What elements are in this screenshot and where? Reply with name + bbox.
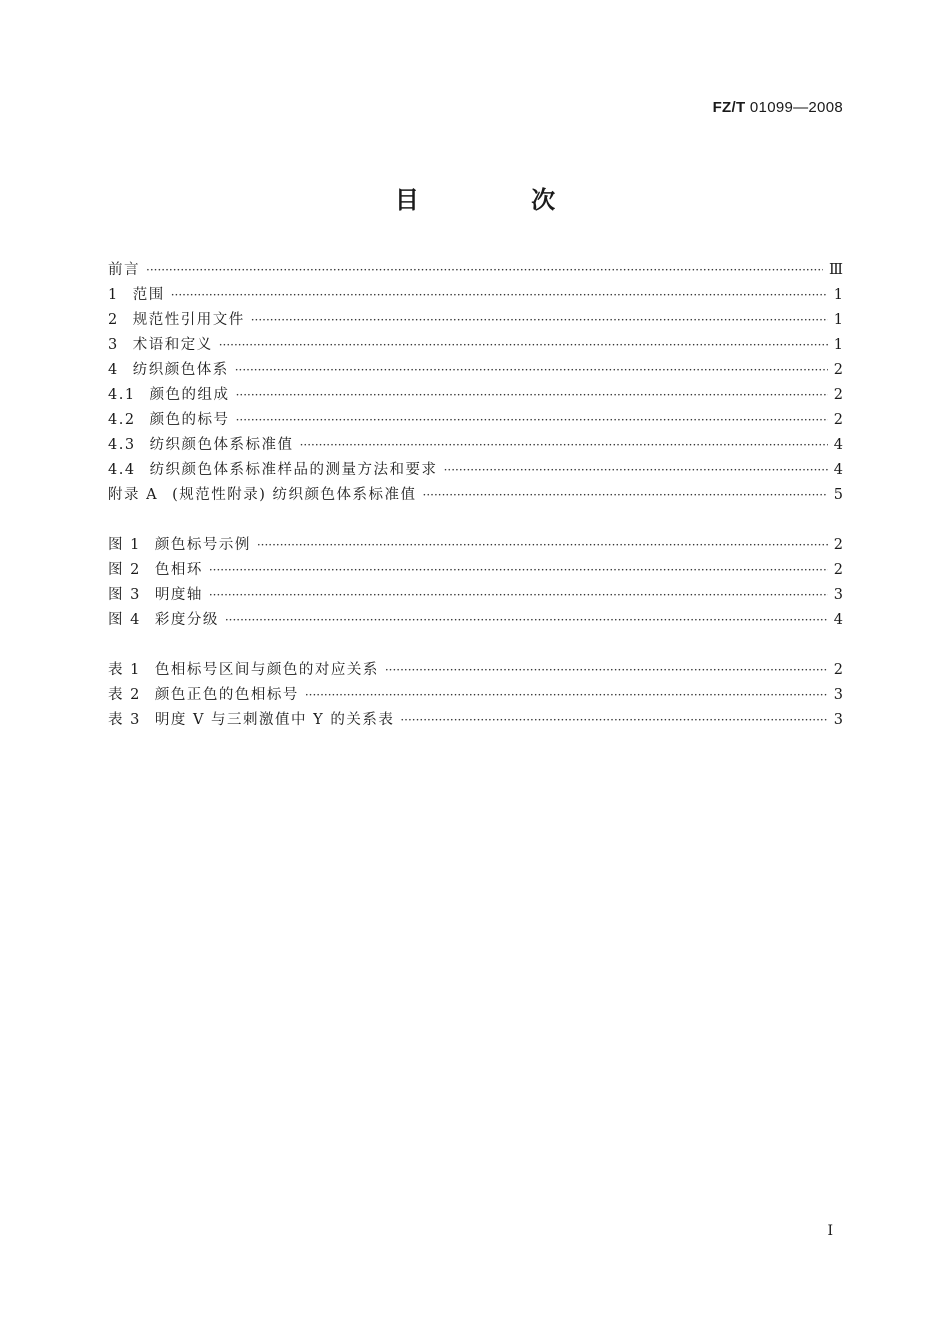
toc-entry-page: 3 bbox=[833, 712, 843, 728]
toc-entry-title: 术语和定义 bbox=[132, 337, 213, 353]
toc-leader-dots bbox=[257, 533, 828, 558]
toc-entry-number: 1 bbox=[108, 287, 119, 303]
toc-leader-dots bbox=[400, 708, 827, 733]
toc-entry[interactable] bbox=[108, 708, 843, 733]
toc-entry-number: 4.2 bbox=[108, 412, 136, 428]
toc-entry-number: 4.1 bbox=[108, 387, 136, 403]
toc-entry-page: 3 bbox=[833, 687, 843, 703]
toc-leader-dots bbox=[235, 358, 828, 383]
toc-entry[interactable] bbox=[108, 683, 843, 708]
standard-code bbox=[713, 99, 843, 116]
toc-entry-number: 4.3 bbox=[108, 437, 136, 453]
toc-leader-dots bbox=[444, 458, 828, 483]
toc-leader-dots bbox=[236, 408, 828, 433]
toc-entry-page: 2 bbox=[833, 412, 843, 428]
toc-entry-page: 2 bbox=[833, 537, 843, 553]
toc-entry-number: 4 bbox=[108, 362, 119, 378]
standard-code-number: 01099—2008 bbox=[749, 99, 843, 116]
toc-entry-page: 2 bbox=[833, 362, 843, 378]
toc-leader-dots bbox=[251, 308, 828, 333]
toc-entry-page: 2 bbox=[833, 562, 843, 578]
toc-entry-page: 2 bbox=[833, 662, 843, 678]
toc-leader-dots bbox=[225, 608, 828, 633]
toc-entry-title: 色相环 bbox=[154, 562, 203, 578]
toc-entry[interactable] bbox=[108, 608, 843, 633]
toc-entry[interactable] bbox=[108, 383, 843, 408]
toc-entry-number: 2 bbox=[108, 312, 119, 328]
toc-entry[interactable] bbox=[108, 483, 843, 508]
toc-entry-page: Ⅲ bbox=[829, 262, 843, 278]
toc-leader-dots bbox=[146, 258, 823, 283]
toc-entry-title: (规范性附录) 纺织颜色体系标准值 bbox=[172, 487, 417, 503]
toc-entry-title: 色相标号区间与颜色的对应关系 bbox=[154, 662, 379, 678]
toc-entry-page: 4 bbox=[833, 437, 843, 453]
toc-entry-title: 颜色的组成 bbox=[149, 387, 230, 403]
toc-entry-title: 前言 bbox=[108, 262, 140, 278]
toc-entry-page: 1 bbox=[833, 312, 843, 328]
toc-entry-title: 颜色的标号 bbox=[149, 412, 230, 428]
toc-entry-title: 纺织颜色体系标准样品的测量方法和要求 bbox=[149, 462, 438, 478]
toc-entry-number: 4.4 bbox=[108, 462, 136, 478]
toc-tables bbox=[108, 658, 843, 733]
toc-entry[interactable] bbox=[108, 258, 843, 283]
page-number: I bbox=[827, 1223, 833, 1239]
toc-entry-title: 范围 bbox=[132, 287, 165, 303]
toc-entry-page: 5 bbox=[833, 487, 843, 503]
toc-entry-title: 纺织颜色体系 bbox=[132, 362, 229, 378]
toc-entry-title: 颜色标号示例 bbox=[154, 537, 251, 553]
page-title: 目 次 bbox=[394, 186, 608, 214]
toc-entry[interactable] bbox=[108, 558, 843, 583]
toc-entry[interactable] bbox=[108, 333, 843, 358]
toc-entry[interactable] bbox=[108, 583, 843, 608]
toc-entry-page: 1 bbox=[833, 287, 843, 303]
toc-leader-dots bbox=[171, 283, 828, 308]
toc-entry-page: 3 bbox=[833, 587, 843, 603]
toc-entry-number: 附录 A bbox=[108, 487, 159, 503]
toc-entry-page: 1 bbox=[833, 337, 843, 353]
toc-entry-title: 彩度分级 bbox=[154, 612, 219, 628]
toc-entry[interactable] bbox=[108, 458, 843, 483]
toc-figures bbox=[108, 533, 843, 633]
table-of-contents bbox=[108, 258, 843, 758]
toc-entry-title: 明度轴 bbox=[154, 587, 203, 603]
toc-leader-dots bbox=[300, 433, 828, 458]
toc-leader-dots bbox=[423, 483, 828, 508]
toc-entry-number: 图 1 bbox=[108, 537, 141, 553]
toc-entry-page: 2 bbox=[833, 387, 843, 403]
toc-leader-dots bbox=[209, 558, 828, 583]
toc-entry[interactable] bbox=[108, 308, 843, 333]
toc-entry-number: 图 2 bbox=[108, 562, 141, 578]
toc-entry[interactable] bbox=[108, 358, 843, 383]
toc-leader-dots bbox=[385, 658, 828, 683]
toc-entry[interactable] bbox=[108, 533, 843, 558]
toc-entry-title: 规范性引用文件 bbox=[132, 312, 245, 328]
toc-entry-number: 3 bbox=[108, 337, 119, 353]
toc-entry-number: 表 1 bbox=[108, 662, 141, 678]
toc-entry-page: 4 bbox=[833, 612, 843, 628]
toc-entry[interactable] bbox=[108, 283, 843, 308]
toc-entry-title: 明度 V 与三刺激值中 Y 的关系表 bbox=[154, 712, 395, 728]
toc-entry-page: 4 bbox=[833, 462, 843, 478]
toc-sections bbox=[108, 258, 843, 508]
toc-leader-dots bbox=[236, 383, 828, 408]
toc-leader-dots bbox=[219, 333, 828, 358]
standard-code-prefix: FZ/T bbox=[712, 99, 746, 116]
toc-leader-dots bbox=[305, 683, 828, 708]
toc-entry[interactable] bbox=[108, 658, 843, 683]
toc-entry-number: 表 2 bbox=[108, 687, 141, 703]
toc-entry[interactable] bbox=[108, 408, 843, 433]
toc-entry-number: 图 3 bbox=[108, 587, 141, 603]
toc-entry-title: 纺织颜色体系标准值 bbox=[149, 437, 294, 453]
toc-entry-number: 图 4 bbox=[108, 612, 141, 628]
toc-entry[interactable] bbox=[108, 433, 843, 458]
toc-entry-title: 颜色正色的色相标号 bbox=[154, 687, 299, 703]
toc-leader-dots bbox=[209, 583, 828, 608]
toc-entry-number: 表 3 bbox=[108, 712, 141, 728]
